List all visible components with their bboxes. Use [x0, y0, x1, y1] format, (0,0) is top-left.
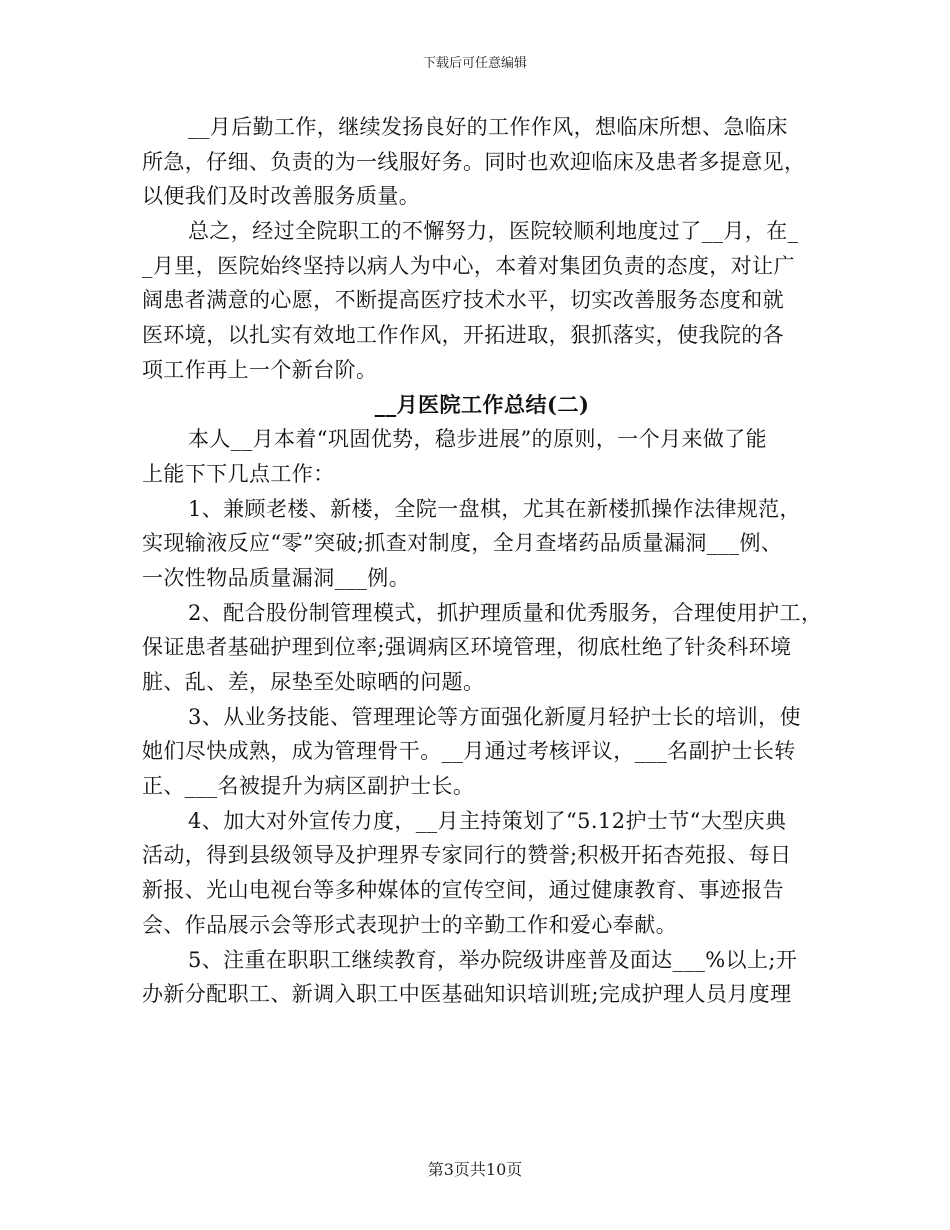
- text-line: 保证患者基础护理到位率;强调病区环境管理，彻底杜绝了针灸科环境: [142, 635, 792, 660]
- text-line: 医环境，以扎实有效地工作作风，开拓进取，狠抓落实，使我院的各: [142, 323, 784, 348]
- text-line: 3、从业务技能、管理理论等方面强化新厦月轻护士长的培训，使: [188, 704, 801, 729]
- text-line: 活动，得到县级领导及护理界专家同行的赞誉;积极开拓杏苑报、每日: [142, 843, 792, 868]
- text-line: _月里，医院始终坚持以病人为中心，本着对集团负责的态度，对让广: [142, 253, 795, 278]
- text-line: 阔患者满意的心愿，不断提高医疗技术水平，切实改善服务态度和就: [142, 288, 784, 313]
- text-line: 5、注重在职职工继续教育，举办院级讲座普及面达___%以上;开: [188, 947, 798, 972]
- text-line: 4、加大对外宣传力度，__月主持策划了“5.12护士节“大型庆典: [188, 808, 787, 833]
- text-line: 新报、光山电视台等多种媒体的宣传空间，通过健康教育、事迹报告: [142, 878, 784, 903]
- text-line: 办新分配职工、新调入职工中医基础知识培训班;完成护理人员月度理: [142, 982, 792, 1007]
- text-line: 会、作品展示会等形式表现护士的辛勤工作和爱心奉献。: [142, 912, 677, 937]
- section-title: __月医院工作总结(二): [374, 391, 590, 417]
- text-line: 她们尽快成熟，成为管理骨干。__月通过考核评议，___名副护士长转: [142, 739, 796, 764]
- text-line: 实现输液反应“零”突破;抓查对制度，全月查堵药品质量漏洞___例、: [142, 531, 783, 556]
- document-body: [142, 110, 822, 1012]
- page-footer: 第3页共10页: [427, 1160, 523, 1179]
- page-header: 下载后可任意编辑: [422, 56, 527, 71]
- text-line: 脏、乱、差，尿垫至处晾晒的问题。: [142, 670, 485, 694]
- text-line: 以便我们及时改善服务质量。: [142, 184, 421, 209]
- text-line: 一次性物品质量漏洞___例。: [142, 565, 411, 590]
- text-line: 1、兼顾老楼、新楼，全院一盘棋，尤其在新楼抓操作法律规范，: [188, 496, 801, 521]
- text-line: 正、___名被提升为病区副护士长。: [142, 774, 475, 799]
- text-line: __月后勤工作，继续发扬良好的工作作风，想临床所想、急临床: [188, 115, 788, 139]
- text-line: 所急，仔细、负责的为一线服好务。同时也欢迎临床及患者多提意见，: [142, 149, 806, 174]
- text-line: 项工作再上一个新台阶。: [142, 357, 378, 382]
- text-line: 总之，经过全院职工的不懈努力，医院较顺利地度过了__月，在_: [188, 219, 799, 244]
- text-line: 2、配合股份制管理模式，抓护理质量和优秀服务，合理使用护工，: [188, 600, 823, 625]
- text-line: 本人__月本着“巩固优势，稳步进展”的原则，一个月来做了能: [188, 427, 768, 452]
- text-line: 上能下下几点工作：: [142, 461, 335, 486]
